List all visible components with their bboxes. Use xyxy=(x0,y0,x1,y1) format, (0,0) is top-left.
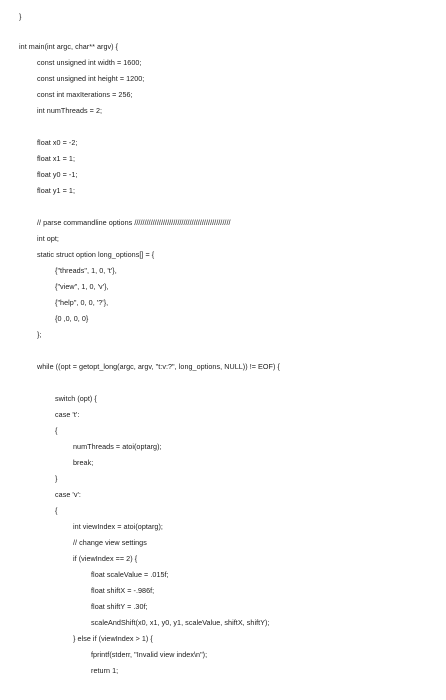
code-line: float shiftX = -.986f; xyxy=(91,586,155,595)
code-line: fprintf(stderr, "Invalid view index\n"); xyxy=(91,650,208,659)
code-line: const unsigned int height = 1200; xyxy=(37,74,145,83)
code-line: {0 ,0, 0, 0} xyxy=(55,314,89,323)
code-line: // change view settings xyxy=(73,538,147,547)
code-line: const unsigned int width = 1600; xyxy=(37,58,142,67)
code-line: }; xyxy=(37,330,42,339)
code-line: {"help", 0, 0, '?'}, xyxy=(55,298,109,307)
code-line: break; xyxy=(73,458,94,467)
code-line: if (viewIndex == 2) { xyxy=(73,554,138,563)
code-line: float x0 = -2; xyxy=(37,138,78,147)
code-line: int numThreads = 2; xyxy=(37,106,103,115)
code-line: } xyxy=(55,474,58,483)
code-line: case 'v': xyxy=(55,490,81,499)
code-line: float shiftY = .30f; xyxy=(91,602,148,611)
code-line: float y1 = 1; xyxy=(37,186,76,195)
code-line: int opt; xyxy=(37,234,59,243)
code-line: while ((opt = getopt_long(argc, argv, "t:v:?", long_options, NULL)) != EOF) { xyxy=(37,362,280,371)
code-line: float x1 = 1; xyxy=(37,154,76,163)
code-line: float scaleValue = .015f; xyxy=(91,570,169,579)
code-line: numThreads = atoi(optarg); xyxy=(73,442,162,451)
code-line: case 't': xyxy=(55,410,80,419)
code-line: static struct option long_options[] = { xyxy=(37,250,155,259)
code-line: } xyxy=(19,12,22,21)
code-line: switch (opt) { xyxy=(55,394,97,403)
code-line: } else if (viewIndex > 1) { xyxy=(73,634,153,643)
code-line: int viewIndex = atoi(optarg); xyxy=(73,522,163,531)
code-line: // parse commandline options /////////////////////////////////////////////// xyxy=(37,218,231,227)
code-line: {"threads", 1, 0, 't'}, xyxy=(55,266,117,275)
code-line: int main(int argc, char** argv) { xyxy=(19,42,119,51)
code-line: { xyxy=(55,506,58,515)
code-line: const int maxIterations = 256; xyxy=(37,90,133,99)
code-line: float y0 = -1; xyxy=(37,170,78,179)
code-line: scaleAndShift(x0, x1, y0, y1, scaleValue, shiftX, shiftY); xyxy=(91,618,270,627)
code-line: return 1; xyxy=(91,666,119,675)
code-line: { xyxy=(55,426,58,435)
code-line: {"view", 1, 0, 'v'}, xyxy=(55,282,109,291)
